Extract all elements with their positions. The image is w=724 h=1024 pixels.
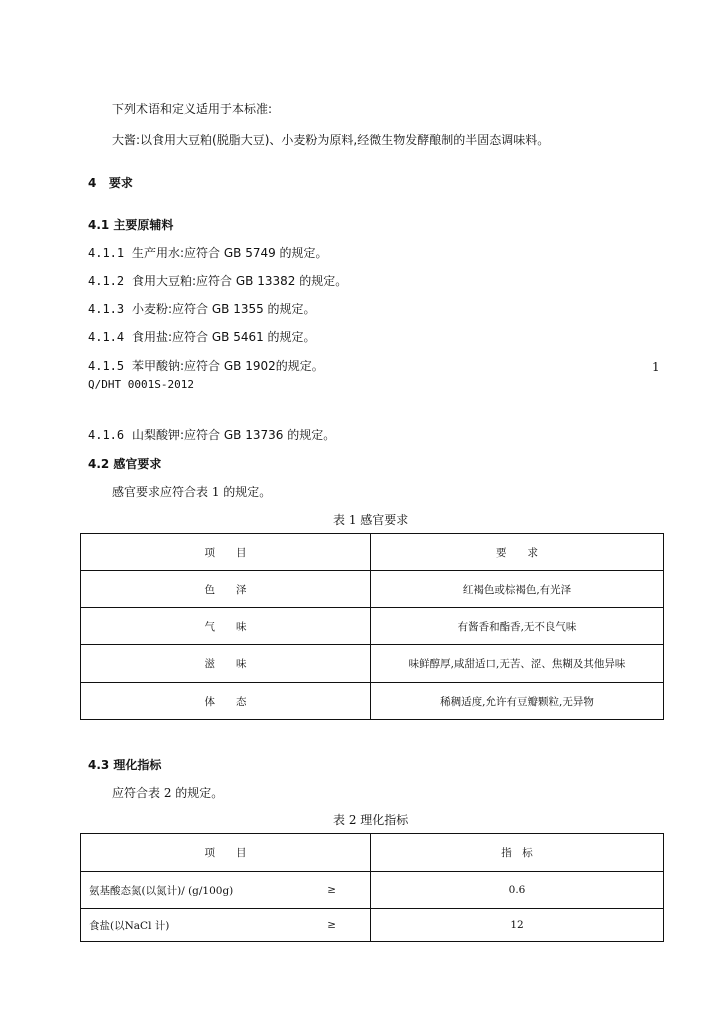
row-requirement: 味鲜醇厚,咸甜适口,无苦、涩、焦糊及其他异味 (371, 645, 664, 683)
document-code: Q/DHT 0001S-2012 (88, 378, 194, 391)
comparison-operator: ≥ (327, 884, 336, 896)
section-4-2-heading: 4.2 感官要求 (88, 457, 162, 471)
table-row (81, 608, 664, 645)
clause-4-1-3 (88, 302, 316, 316)
section-4-number: 4 (88, 176, 97, 190)
table-2-caption: 表 2 理化指标 (333, 813, 409, 827)
clause-number: 4.1.2 (88, 274, 125, 288)
clause-text: 食用大豆粕:应符合 GB 13382 的规定。 (132, 274, 348, 288)
section-4-1-heading: 4.1 主要原辅料 (88, 218, 174, 232)
clause-number: 4.1.3 (88, 302, 125, 316)
row-item: 色 泽 (81, 571, 371, 608)
row-value: 12 (371, 909, 664, 942)
row-value: 0.6 (371, 872, 664, 909)
clause-text: 小麦粉:应符合 GB 1355 的规定。 (132, 302, 316, 316)
clause-number: 4.1.4 (88, 330, 125, 344)
comparison-operator: ≥ (327, 919, 336, 931)
table-header-row (81, 834, 664, 872)
header-indicator: 指 标 (371, 834, 664, 872)
section-4-2-body: 感官要求应符合表 1 的规定。 (112, 485, 272, 499)
row-item-cell (81, 909, 371, 942)
clause-text: 食用盐:应符合 GB 5461 的规定。 (132, 330, 316, 344)
definition-text: 大酱:以食用大豆粕(脱脂大豆)、小麦粉为原料,经微生物发酵酿制的半固态调味料。 (112, 133, 550, 147)
header-item: 项 目 (81, 534, 371, 571)
row-item-cell (81, 872, 371, 909)
intro-text: 下列术语和定义适用于本标准: (112, 102, 273, 116)
section-4-heading (88, 176, 133, 190)
header-item: 项 目 (81, 834, 371, 872)
table-row (81, 645, 664, 683)
table-1-sensory (80, 533, 664, 720)
clause-text: 山梨酸钾:应符合 GB 13736 的规定。 (132, 428, 336, 442)
table-row (81, 872, 664, 909)
clause-4-1-4 (88, 330, 316, 344)
table-row (81, 683, 664, 720)
clause-4-1-5 (88, 359, 324, 373)
clause-number: 4.1.5 (88, 359, 125, 373)
row-item: 食盐(以NaCl 计) (89, 919, 170, 932)
table-1-caption: 表 1 感官要求 (333, 513, 409, 527)
row-item: 气 味 (81, 608, 371, 645)
clause-4-1-6 (88, 428, 335, 442)
table-row (81, 571, 664, 608)
page-number: 1 (652, 360, 660, 374)
clause-4-1-2 (88, 274, 347, 288)
row-item: 体 态 (81, 683, 371, 720)
clause-text: 苯甲酸钠:应符合 GB 1902的规定。 (132, 359, 324, 373)
row-item: 氨基酸态氮(以氮计)/ (g/100g) (89, 884, 234, 897)
table-row (81, 909, 664, 942)
section-4-3-body: 应符合表 2 的规定。 (112, 786, 224, 800)
clause-number: 4.1.6 (88, 428, 125, 442)
table-header-row (81, 534, 664, 571)
clause-text: 生产用水:应符合 GB 5749 的规定。 (132, 246, 328, 260)
row-requirement: 有酱香和酯香,无不良气味 (371, 608, 664, 645)
header-requirement: 要 求 (371, 534, 664, 571)
row-requirement: 红褐色或棕褐色,有光泽 (371, 571, 664, 608)
section-4-title: 要求 (108, 176, 133, 190)
row-item: 滋 味 (81, 645, 371, 683)
table-2-physicochemical (80, 833, 664, 942)
clause-number: 4.1.1 (88, 246, 125, 260)
section-4-3-heading: 4.3 理化指标 (88, 758, 162, 772)
clause-4-1-1 (88, 246, 328, 260)
row-requirement: 稀稠适度,允许有豆瓣颗粒,无异物 (371, 683, 664, 720)
